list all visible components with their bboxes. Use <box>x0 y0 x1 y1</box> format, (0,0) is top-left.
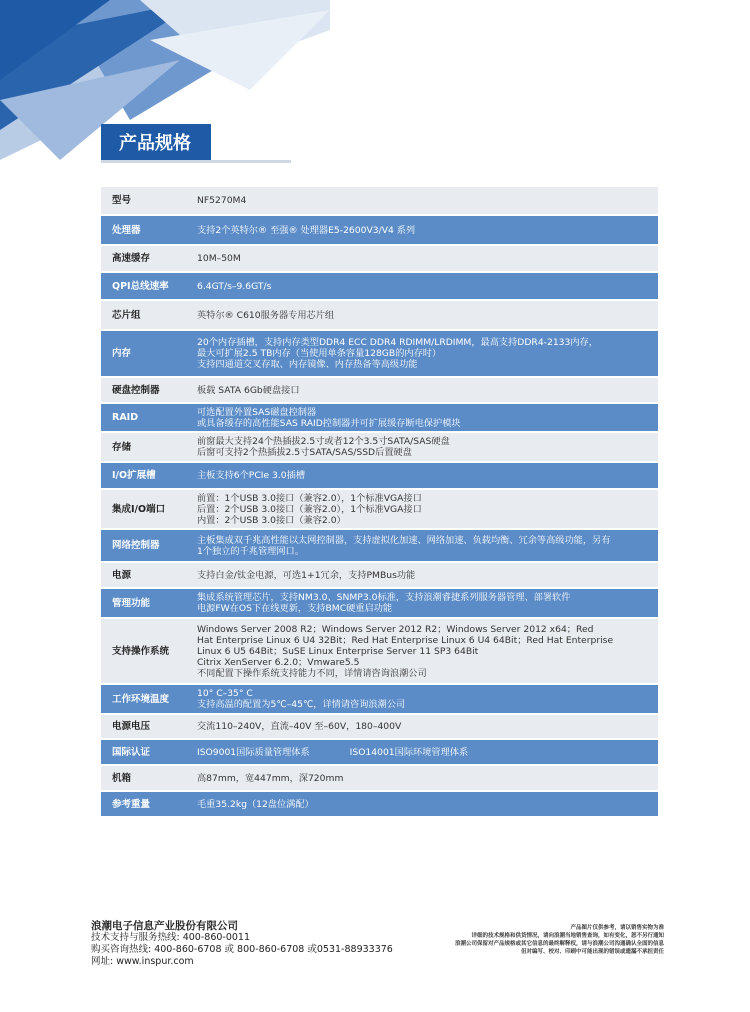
spec-row <box>101 562 658 588</box>
spec-value-line: 高87mm，宽447mm，深720mm <box>197 772 344 784</box>
spec-value-line: 内置：2个USB 3.0接口（兼容2.0） <box>197 514 346 526</box>
spec-value-line: 可选配置外置SAS磁盘控制器 <box>197 406 317 418</box>
spec-value <box>197 588 658 618</box>
decorative-header-graphic <box>0 0 750 200</box>
certification-item: ISO14001国际环境管理体系 <box>349 746 469 758</box>
disclaimer-line: 产品图片仅供参考，请以销售实物为准 <box>570 925 664 931</box>
company-info <box>91 920 393 968</box>
spec-label: 工作环境温度 <box>101 684 197 714</box>
spec-row <box>101 618 658 684</box>
spec-row <box>101 529 658 562</box>
spec-row <box>101 187 658 215</box>
spec-row <box>101 462 658 489</box>
spec-value-line: 英特尔® C610服务器专用芯片组 <box>197 309 335 321</box>
spec-value-line: 20个内存插槽，支持内存类型DDR4 ECC DDR4 RDIMM/LRDIMM，最高支持DDR4-2133内存， <box>197 337 598 348</box>
spec-value <box>197 330 658 377</box>
website: 网址: www.inspur.com <box>91 956 194 967</box>
spec-value-line: 主板集成双千兆高性能以太网控制器，支持虚拟化加速、网络加速、负载均衡、冗余等高级功能，另有 <box>197 534 611 546</box>
spec-label: 电源 <box>101 562 197 588</box>
spec-value-line: 电源FW在OS下在线更新，支持BMC硬重启功能 <box>197 603 393 614</box>
spec-row <box>101 765 658 791</box>
spec-value <box>197 187 658 215</box>
spec-row <box>101 714 658 739</box>
spec-row <box>101 377 658 403</box>
spec-value-line: 最大可扩展2.5 TB内存（当使用单条容量128GB的内存时） <box>197 348 442 359</box>
spec-value <box>197 377 658 403</box>
spec-label: I/O扩展槽 <box>101 462 197 489</box>
spec-label: 国际认证 <box>101 739 197 765</box>
spec-value-line: Linux 6 U5 64Bit；SuSE Linux Enterprise Server 11 SP3 64Bit <box>197 645 479 657</box>
spec-row <box>101 403 658 432</box>
disclaimer-line: 浪潮公司保留对产品规格或其它信息的最终解释权，请与浪潮公司沟通确认全面的信息 <box>454 941 664 947</box>
spec-value-line: 支持2个英特尔® 至强® 处理器E5-2600V3/V4 系列 <box>197 224 416 236</box>
spec-value <box>197 272 658 300</box>
spec-value <box>197 739 658 765</box>
spec-value-line: 或具备缓存的高性能SAS RAID控制器并可扩展缓存断电保护模块 <box>197 417 461 429</box>
spec-value-line: 支持高温的配置为5℃–45℃，详情请咨询浪潮公司 <box>197 699 406 710</box>
certification-item: ISO9001国际质量管理体系 <box>197 746 310 758</box>
spec-value-line: 10M–50M <box>197 253 241 264</box>
spec-label: 芯片组 <box>101 300 197 330</box>
spec-label: 支持操作系统 <box>101 618 197 684</box>
spec-value-line: 后置：2个USB 3.0接口（兼容2.0），1个标准VGA接口 <box>197 503 422 515</box>
spec-row <box>101 684 658 714</box>
spec-value-line: Citrix XenServer 6.2.0；Vmware5.5 <box>197 656 360 668</box>
spec-value-line: 集成系统管理芯片，支持NM3.0、SNMP3.0标准，支持浪潮睿捷系列服务器管理、部署软件 <box>197 592 571 603</box>
spec-value <box>197 618 658 684</box>
spec-value <box>197 562 658 588</box>
spec-value <box>197 403 658 432</box>
spec-label: 内存 <box>101 330 197 377</box>
spec-label: 高速缓存 <box>101 245 197 272</box>
spec-label: QPI总线速率 <box>101 272 197 300</box>
spec-value-line: 板载 SATA 6Gb硬盘接口 <box>197 384 300 396</box>
spec-label: 处理器 <box>101 215 197 245</box>
spec-value-line: 1个独立的千兆管理网口。 <box>197 545 304 557</box>
spec-table <box>101 187 658 818</box>
spec-label: 集成I/O端口 <box>101 489 197 529</box>
disclaimer <box>424 924 664 956</box>
spec-row <box>101 489 658 529</box>
spec-label: 机箱 <box>101 765 197 791</box>
spec-row <box>101 272 658 300</box>
spec-value <box>197 529 658 562</box>
spec-value-line: 前窗最大支持24个热插拔2.5寸或者12个3.5寸SATA/SAS硬盘 <box>197 436 450 447</box>
title-underline <box>101 160 291 163</box>
spec-label: RAID <box>101 403 197 432</box>
spec-row <box>101 791 658 817</box>
spec-value <box>197 714 658 739</box>
spec-value <box>197 432 658 462</box>
disclaimer-line: 详细的技术规格和供货情况，请向浪潮当地销售查询，如有变化，恕不另行通知 <box>471 933 664 939</box>
spec-row <box>101 300 658 330</box>
spec-value <box>197 791 658 817</box>
spec-value-line: 支持四通道交叉存取、内存镜像、内存热备等高级功能 <box>197 359 418 370</box>
support-hotline: 技术支持与服务热线: 400-860-0011 <box>91 932 251 943</box>
spec-value-line: 前置：1个USB 3.0接口（兼容2.0），1个标准VGA接口 <box>197 492 422 504</box>
spec-value <box>197 245 658 272</box>
spec-row <box>101 432 658 462</box>
spec-value-line: 主板支持6个PCIe 3.0插槽 <box>197 470 306 481</box>
spec-row <box>101 739 658 765</box>
spec-value <box>197 765 658 791</box>
spec-value-line: NF5270M4 <box>197 195 247 206</box>
company-name: 浪潮电子信息产业股份有限公司 <box>91 920 238 932</box>
spec-value-line: 毛重35.2kg（12盘位满配） <box>197 798 314 810</box>
spec-value <box>197 215 658 245</box>
spec-label: 硬盘控制器 <box>101 377 197 403</box>
spec-label: 管理功能 <box>101 588 197 618</box>
spec-row <box>101 330 658 377</box>
spec-row <box>101 588 658 618</box>
spec-value <box>197 684 658 714</box>
spec-label: 电源电压 <box>101 714 197 739</box>
spec-value-line: 交流110–240V，直流–40V 至–60V，180–400V <box>197 721 402 732</box>
spec-value <box>197 300 658 330</box>
disclaimer-line: 但对编写、校对、印刷中可能出现的错误或遗漏不承担责任 <box>520 949 664 955</box>
spec-value-line: 10° C–35° C <box>197 688 253 699</box>
spec-value <box>197 462 658 489</box>
spec-row <box>101 245 658 272</box>
spec-value-line: 不同配置下操作系统支持能力不同，详情请咨询浪潮公司 <box>197 667 427 679</box>
spec-value-line: Hat Enterprise Linux 6 U4 32Bit；Red Hat Enterprise Linux 6 U4 64Bit；Red Hat Enterprise <box>197 634 614 646</box>
spec-value-line: 后窗可支持2个热插拔2.5寸SATA/SAS/SSD后置硬盘 <box>197 447 412 458</box>
spec-value-line: 6.4GT/s–9.6GT/s <box>197 280 272 292</box>
spec-value-line: 支持白金/钛金电源，可选1+1冗余，支持PMBus功能 <box>197 569 416 581</box>
spec-value-line: Windows Server 2008 R2；Windows Server 2012 R2；Windows Server 2012 x64；Red <box>197 623 594 635</box>
spec-label: 网络控制器 <box>101 529 197 562</box>
spec-label: 存储 <box>101 432 197 462</box>
spec-label: 参考重量 <box>101 791 197 817</box>
spec-label: 型号 <box>101 187 197 215</box>
page-title: 产品规格 <box>101 124 211 160</box>
sales-hotline: 购买咨询热线: 400-860-6708 或 800-860-6708 或0531-88933376 <box>91 944 393 955</box>
spec-row <box>101 215 658 245</box>
spec-value <box>197 489 658 529</box>
